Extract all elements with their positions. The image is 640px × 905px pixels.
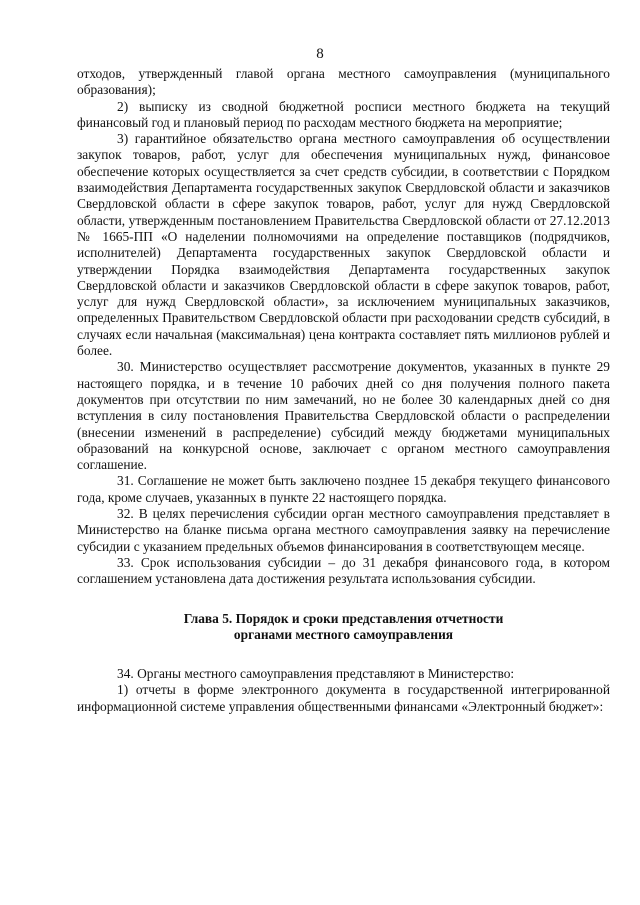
paragraph-clause-34: 34. Органы местного самоуправления представляют в Министерство: [117,666,515,682]
paragraph-clause-31: 31. Соглашение не может быть заключено позднее 15 декабря текущего финансового года, кроме случаев, указанных в пункте 22 настоящего порядка. [77,473,610,505]
paragraph-clause-32: 32. В целях перечисления субсидии орган местного самоуправления представляет в Министерство на бланке письма органа местного самоуправления заявку на перечисление субсидии с указанием предельных объемов финансирования в соответствующем месяце. [77,506,610,554]
paragraph-waste-plan-tail: отходов, утвержденный главой органа местного самоуправления (муниципального образования); [77,66,610,98]
paragraph-item-2-budget-extract: 2) выписку из сводной бюджетной росписи местного бюджета на текущий финансовый год и плановый период по расходам местного бюджета на мероприятие; [77,98,610,130]
chapter-heading [77,611,610,644]
chapter-heading-line-1: Глава 5. Порядок и сроки представления отчетности [183,610,504,626]
page-number: 8 [316,46,324,62]
paragraph-item-3-guarantee: 3) гарантийное обязательство органа местного самоуправления об осуществлении закупок товаров, работ, услуг для обеспечения муниципальных нужд, финансовое обеспечение которых осуществляется за счет средств субсидии, в соответствии с Порядком взаимодействия Департамента государственных закупок Свердловской области и заказчиков Свердловской области в сфере закупок товаров, работ, услуг для нужд Свердловской области, утвержденным постановлением Правительства Свердловской области от 27.12.2013 № 1665-ПП «О наделении полномочиями на определение поставщиков (подрядчиков, исполнителей) Департамента государственных закупок Свердловской области и утверждении Порядка взаимодействия Департамента государственных закупок Свердловской области и заказчиков Свердловской области в сфере закупок товаров, работ, услуг для нужд Свердловской области», за исключением муниципальных заказчиков, определенных Правительством Свердловской области при расходовании средств субсидий, в случаях если начальная (максимальная) цена контракта составляет пять миллионов рублей и более. [77,131,610,359]
paragraph-item-1-reports: 1) отчеты в форме электронного документа в государственной интегрированной информационной системе управления общественными финансами «Электронный бюджет»: [77,682,610,714]
paragraph-clause-33: 33. Срок использования субсидии – до 31 декабря финансового года, в котором соглашением установлена дата достижения результата использования субсидии. [77,554,610,587]
document-body [77,66,610,715]
paragraph-clause-30: 30. Министерство осуществляет рассмотрение документов, указанных в пункте 29 настоящего порядка, и в течение 10 рабочих дней со дня получения полного пакета документов при отсутствии по ним замечаний, но не более 30 календарных дней со дня вступления в силу постановления Правительства Свердловской области о распределении (внесении изменений в распределение) субсидий между бюджетами муниципальных образований на конкурсной основе, заключает с органом местного самоуправления соглашение. [77,359,610,473]
chapter-heading-line-2: органами местного самоуправления [233,626,454,642]
